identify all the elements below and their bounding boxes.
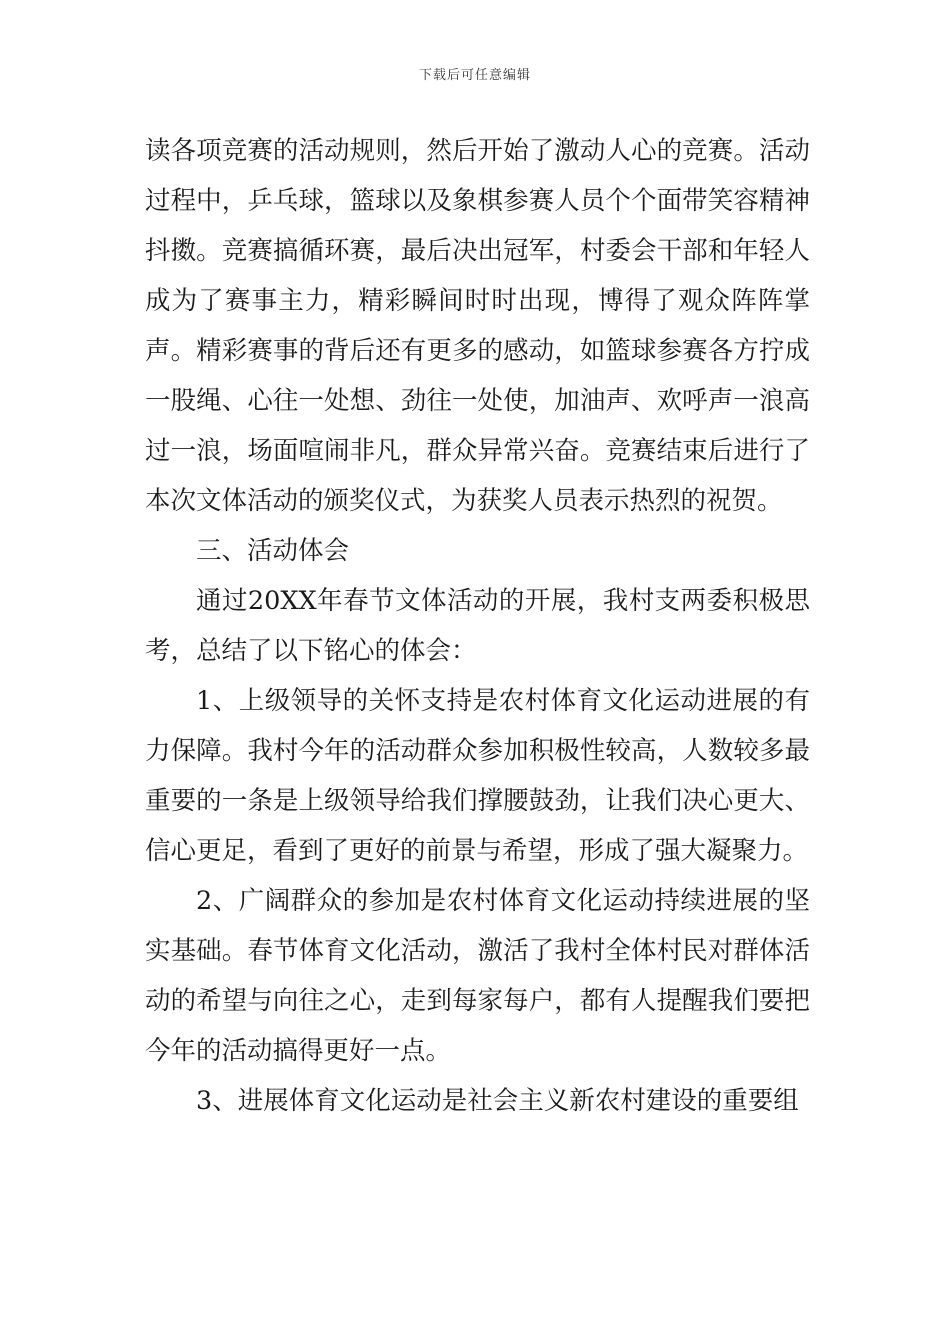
download-editable-note: 下载后可任意编辑 [418,68,531,83]
paragraph-experience-intro: 通过20XX年春节文体活动的开展，我村支两委积极思考，总结了以下铭心的体会： [145,586,810,666]
paragraph-experience-point-1: 1、上级领导的关怀支持是农村体育文化运动进展的有力保障。我村今年的活动群众参加积极性较高，人数较多最重要的一条是上级领导给我们撑腰鼓劲，让我们决心更大、信心更足，看到了更好的前景与希望，形成了强大凝聚力。 [145,686,810,866]
paragraph-experience-point-2: 2、广阔群众的参加是农村体育文化运动持续进展的坚实基础。春节体育文化活动，激活了我村全体村民对群体活动的希望与向往之心，走到每家每户，都有人提醒我们要把今年的活动搞得更好一点。 [145,886,810,1066]
paragraph-competition-summary: 读各项竞赛的活动规则，然后开始了激动人心的竞赛。活动过程中，乒乓球，篮球以及象棋参赛人员个个面带笑容精神抖擞。竞赛搞循环赛，最后决出冠军，村委会干部和年轻人成为了赛事主力，精彩瞬间时时出现，博得了观众阵阵掌声。精彩赛事的背后还有更多的感动，如篮球参赛各方拧成一股绳、心往一处想、劲往一处使，加油声、欢呼声一浪高过一浪，场面喧闹非凡，群众异常兴奋。竞赛结束后进行了本次文体活动的颁奖仪式，为获奖人员表示热烈的祝贺。 [145,136,810,516]
section-heading-activity-experience: 三、活动体会 [196,536,350,566]
paragraph-experience-point-3: 3、进展体育文化运动是社会主义新农村建设的重要组 [196,1086,799,1116]
document-body [145,126,810,1126]
